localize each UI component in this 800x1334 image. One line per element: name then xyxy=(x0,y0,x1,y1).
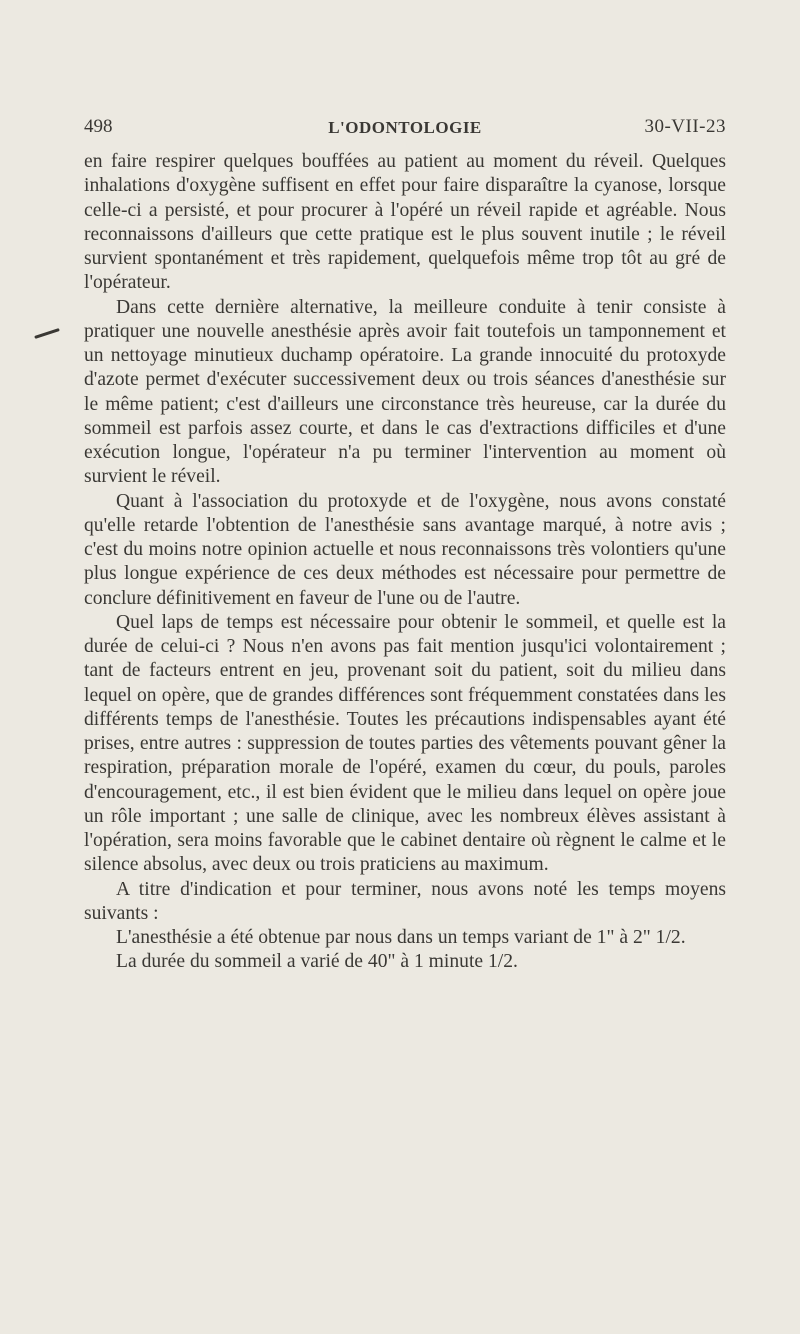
paragraph-2: Dans cette dernière alternative, la meilleure conduite à tenir consiste à pratiquer une nouvelle anesthésie après avoir fait toutefois un tamponnement et un nettoyage minutieux duchamp opératoire. La grande innocuité du protoxyde d'azote permet d'exécuter successivement deux ou trois séances d'anesthésie sur le même patient; c'est d'ailleurs une circonstance très heureuse, car la durée du sommeil est parfois assez courte, et dans le cas d'extractions difficiles et d'une exécution longue, l'opérateur n'a pu terminer l'intervention au moment où survient le réveil. xyxy=(84,296,726,488)
issue-date: 30-VII-23 xyxy=(644,116,726,137)
paragraph-1: en faire respirer quelques bouffées au patient au moment du réveil. Quelques inhalations d'oxygène suffisent en effet pour faire disparaître la cyanose, lorsque celle-ci a persisté, et pour procurer à l'opéré un réveil rapide et agréable. Nous reconnaissons d'ailleurs que cette pratique est le plus souvent inutile ; le réveil survient spontanément et très rapidement, quelquefois même trop tôt au gré de l'opérateur. xyxy=(84,151,726,294)
paragraph-4: Quel laps de temps est nécessaire pour obtenir le sommeil, et quelle est la durée de celui-ci ? Nous n'en avons pas fait mention jusqu'ici volontairement ; tant de facteurs entrent en jeu, provenant soit du patient, soit du milieu dans lequel on opère, que de grandes différences sont fréquemment constatées dans les différents temps de l'anesthésie. Toutes les précautions indispensables ayant été prises, entre autres : suppression de toutes parties des vêtements pouvant gêner la respiration, préparation morale de l'opéré, examen du cœur, du pouls, paroles d'encouragement, etc., il est bien évident que le milieu dans lequel on opère joue un rôle important ; une salle de clinique, avec les nombreux élèves assistant à l'opération, sera moins favorable que le cabinet dentaire où règnent le calme et le silence absolus, avec deux ou trois praticiens au maximum. xyxy=(84,611,726,876)
running-header xyxy=(84,116,726,146)
paragraph-3: Quant à l'association du protoxyde et de l'oxygène, nous avons constaté qu'elle retarde l'obtention de l'anesthésie sans avantage marqué, à notre avis ; c'est du moins notre opinion actuelle et nous reconnaissons très volontiers qu'une plus longue expérience de ces deux méthodes est nécessaire pour permettre de conclure définitivement en faveur de l'une ou de l'autre. xyxy=(84,490,726,609)
journal-title: L'ODONTOLOGIE xyxy=(328,118,482,137)
paragraph-7: La durée du sommeil a varié de 40" à 1 minute 1/2. xyxy=(116,951,518,973)
paragraph-6: L'anesthésie a été obtenue par nous dans un temps variant de 1" à 2" 1/2. xyxy=(116,927,686,948)
page-number: 498 xyxy=(84,116,113,137)
paragraph-5: A titre d'indication et pour terminer, nous avons noté les temps moyens suivants : xyxy=(84,878,726,924)
margin-mark xyxy=(34,328,60,339)
body-text xyxy=(84,150,726,975)
